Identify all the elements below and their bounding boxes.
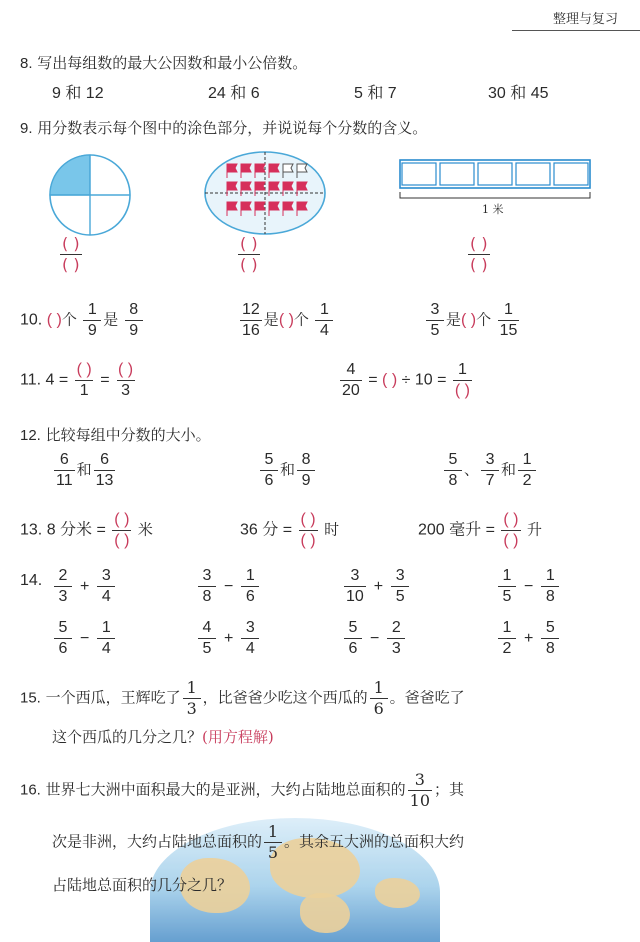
q13-a: 13. 8 分米 = $\frac{( )}{( )}$ 米 [20,511,153,549]
q8-number: 8. [20,55,33,72]
q16-line-3: 占陆地总面积的几分之几？ [52,876,233,894]
q10-row-c: $\frac{3}{5}$ 是( )个 $\frac{1}{15}$ [424,302,521,339]
q14-expression: $\frac{4}{5}$ + $\frac{3}{4}$ [196,620,261,657]
q14-expression: $\frac{3}{8}$ − $\frac{1}{6}$ [196,568,261,605]
bar-cell [554,163,588,185]
q13-b-num-blank[interactable]: ( ) [300,511,316,528]
q11-right: $\frac{4}{20}$ = ( ) ÷ 10 = $\frac{1}{( )}$ [342,361,470,399]
q11-blank-2[interactable]: ( ) [118,361,134,378]
q15-number: 15. [20,689,41,707]
q8-text: 写出每组数的最大公因数和最小公倍数。 [37,54,308,72]
q13-c-num-blank[interactable]: ( ) [503,511,519,528]
q8-pair-1: 9 和 12 [52,85,104,102]
q10-blank-1[interactable]: ( ) [46,311,62,329]
q9-number: 9. [20,120,33,137]
q14-expression: $\frac{5}{6}$ − $\frac{1}{4}$ [52,620,117,657]
q8-pair-3: 5 和 7 [354,85,397,102]
q12-title [20,424,211,445]
q16-number: 16. [20,781,41,799]
q9-circle-shaded-quarter [50,155,90,195]
q12-group-3: $\frac{5}{8}$ 、 $\frac{3}{7}$ 和 $\frac{1}{2}$ [442,452,538,489]
q9-flags-figure [203,150,327,236]
q16-line-2: 次是非洲，大约占陆地总面积的 $\frac{1}{5}$ 。其余五大洲的总面积大约 [52,822,465,862]
q14-expression: $\frac{3}{10}$ + $\frac{3}{5}$ [342,568,411,605]
q10-blank-3[interactable]: ( ) [461,311,477,329]
q11-left: 11. 4 = $\frac{( )}{1}$ = $\frac{( )}{3}$ [20,361,134,399]
page-header [512,0,640,31]
q16-line-1: 16. 世界七大洲中面积最大的是亚洲，大约占陆地总面积的 $\frac{3}{10}$ ；其 [20,770,465,810]
q12-group-2: $\frac{5}{6}$ 和 $\frac{8}{9}$ [258,452,317,489]
header-title: 整理与复习 [552,12,618,27]
bar-cell [516,163,550,185]
bar-cell [402,163,436,185]
q9-title [20,117,427,138]
q13-a-num-blank[interactable]: ( ) [114,511,130,528]
q14-expression: $\frac{1}{2}$ + $\frac{5}{8}$ [496,620,561,657]
q13-number: 13. [20,521,43,539]
q13-a-den-blank[interactable]: ( ) [114,532,130,549]
q14-number: 14. [20,572,43,589]
q11-blank-1[interactable]: ( ) [76,361,92,378]
q11-blank-4[interactable]: ( ) [454,382,470,399]
q13-c: 200 毫升 = $\frac{( )}{( )}$ 升 [418,511,542,549]
q15-line-1: 15. 一个西瓜，王辉吃了 $\frac{1}{3}$ ，比爸爸少吃这个西瓜的 $\frac{1}{6}$ 。爸爸吃了 [20,678,465,718]
q11-number: 11. [20,371,42,389]
q13-b-den-blank[interactable]: ( ) [300,532,316,549]
q12-number: 12. [20,427,41,444]
q12-group-1: $\frac{6}{11}$ 和 $\frac{6}{13}$ [56,451,114,489]
q8-pair-4: 30 和 45 [488,85,549,102]
q15-hint: (用方程解) [202,728,274,746]
q8-pair-2: 24 和 6 [208,85,260,102]
q10-row: 10. ( )个 $\frac{1}{9}$ 是 $\frac{8}{9}$ [20,302,145,339]
bar-cell [440,163,474,185]
q15-line-2: 这个西瓜的几分之几？(用方程解) [52,728,274,746]
q10-number: 10. [20,311,43,329]
q13-b: 36 分 = $\frac{( )}{( )}$ 时 [240,511,340,549]
q11-blank-3[interactable]: ( ) [382,371,398,389]
q13-c-den-blank[interactable]: ( ) [503,532,519,549]
q9-bar-label: 1 米 [482,203,504,216]
q12-text: 比较每组中分数的大小。 [45,426,211,444]
q10-blank-2[interactable]: ( ) [278,311,294,329]
q9-text: 用分数表示每个图中的涂色部分，并说说每个分数的含义。 [37,119,428,137]
q14-expression: $\frac{2}{3}$ + $\frac{3}{4}$ [52,568,117,605]
q14-expression: $\frac{1}{5}$ − $\frac{1}{8}$ [496,568,561,605]
bar-cell [478,163,512,185]
q9-answer-3[interactable]: $\frac{( )}{( )}$ [470,234,488,274]
q8-title [20,52,307,73]
q14-expression: $\frac{5}{6}$ − $\frac{2}{3}$ [342,620,407,657]
q10-row-b: $\frac{12}{16}$ 是( )个 $\frac{1}{4}$ [238,302,335,339]
q9-answer-1[interactable]: $\frac{( )}{( )}$ [62,234,80,274]
q9-answer-2[interactable]: $\frac{( )}{( )}$ [240,234,258,274]
q9-circle-figure [48,153,132,237]
